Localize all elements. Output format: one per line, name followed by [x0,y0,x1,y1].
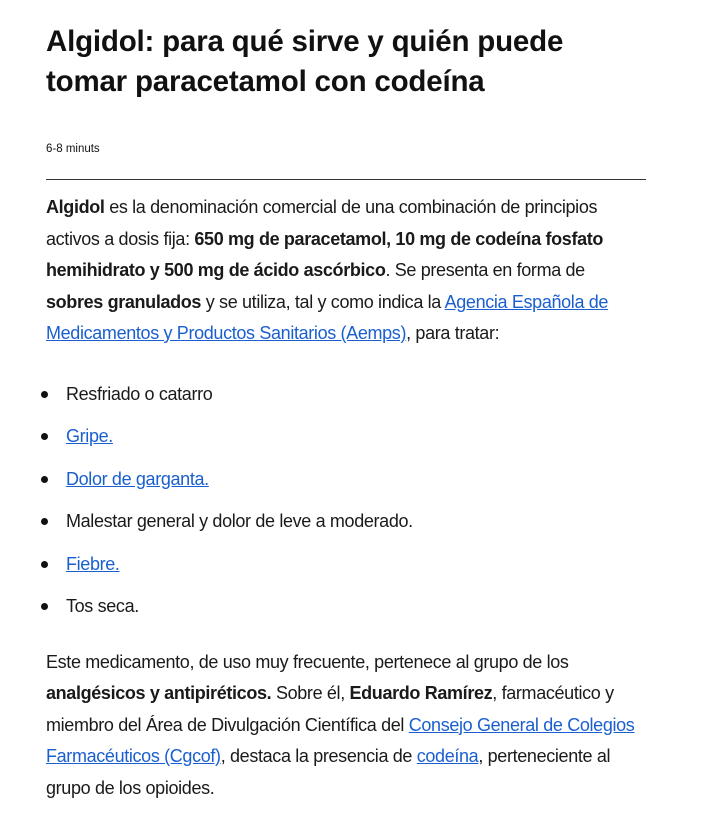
article [46,0,646,804]
intro-text-3: y se utiliza, tal y como indica la [201,291,445,312]
list-item [46,464,646,507]
dolor-garganta-link[interactable]: Dolor de garganta. [66,468,209,489]
list-item-text: Malestar general y dolor de leve a moderado. [66,511,413,531]
intro-text-4: , para tratar: [406,323,500,343]
uses-list [46,379,646,634]
list-item [46,549,646,592]
list-item-text: Tos seca. [66,596,139,616]
bullet-icon [41,476,48,483]
intro-text-2: . Se presenta en forma de [385,260,585,280]
second-text-1: Este medicamento, de uso muy frecuente, pertenece al grupo de los [46,651,569,672]
bullet-icon [41,603,48,610]
second-text-4: , destaca la presencia de [220,746,417,766]
second-paragraph [46,647,646,805]
read-time: 6-8 minuts [46,143,100,155]
intro-paragraph [46,192,646,350]
cgcof-link[interactable]: Consejo General de Colegios Farmacéuticos (Cgcof) [46,714,635,766]
brand-name: Algidol [46,197,105,217]
second-text-2: Sobre él, [271,683,350,703]
list-item-text: Resfriado o catarro [66,383,213,404]
dosage-text: 650 mg de paracetamol, 10 mg de codeína fosfato hemihidrato y 500 mg de ácido ascórbico [46,228,604,280]
bullet-icon [41,518,48,525]
second-text-5: , perteneciente al grupo de los opioides. [46,746,611,798]
intro-text-1: es la denominación comercial de una combinación de principios activos a dosis fija: [46,197,598,249]
format-text: sobres granulados [46,291,202,312]
bullet-icon [41,561,48,568]
bullet-icon [41,433,48,440]
aemps-link[interactable]: Agencia Española de Medicamentos y Productos Sanitarios (Aemps) [46,291,609,343]
drug-group-text: analgésicos y antipiréticos. [46,683,272,703]
gripe-link[interactable]: Gripe. [66,426,113,446]
second-text-3: , farmacéutico y miembro del Área de Divulgación Científica del [46,683,614,735]
list-item [46,506,646,549]
bullet-icon [41,391,48,398]
list-item [46,421,646,464]
divider [46,179,646,180]
fiebre-link[interactable]: Fiebre. [66,553,120,574]
list-item [46,379,646,422]
expert-name: Eduardo Ramírez [349,683,493,703]
codeina-link[interactable]: codeína [416,746,479,766]
list-item [46,591,646,634]
article-title: Algidol: para qué sirve y quién puede tomar paracetamol con codeína [46,25,564,98]
